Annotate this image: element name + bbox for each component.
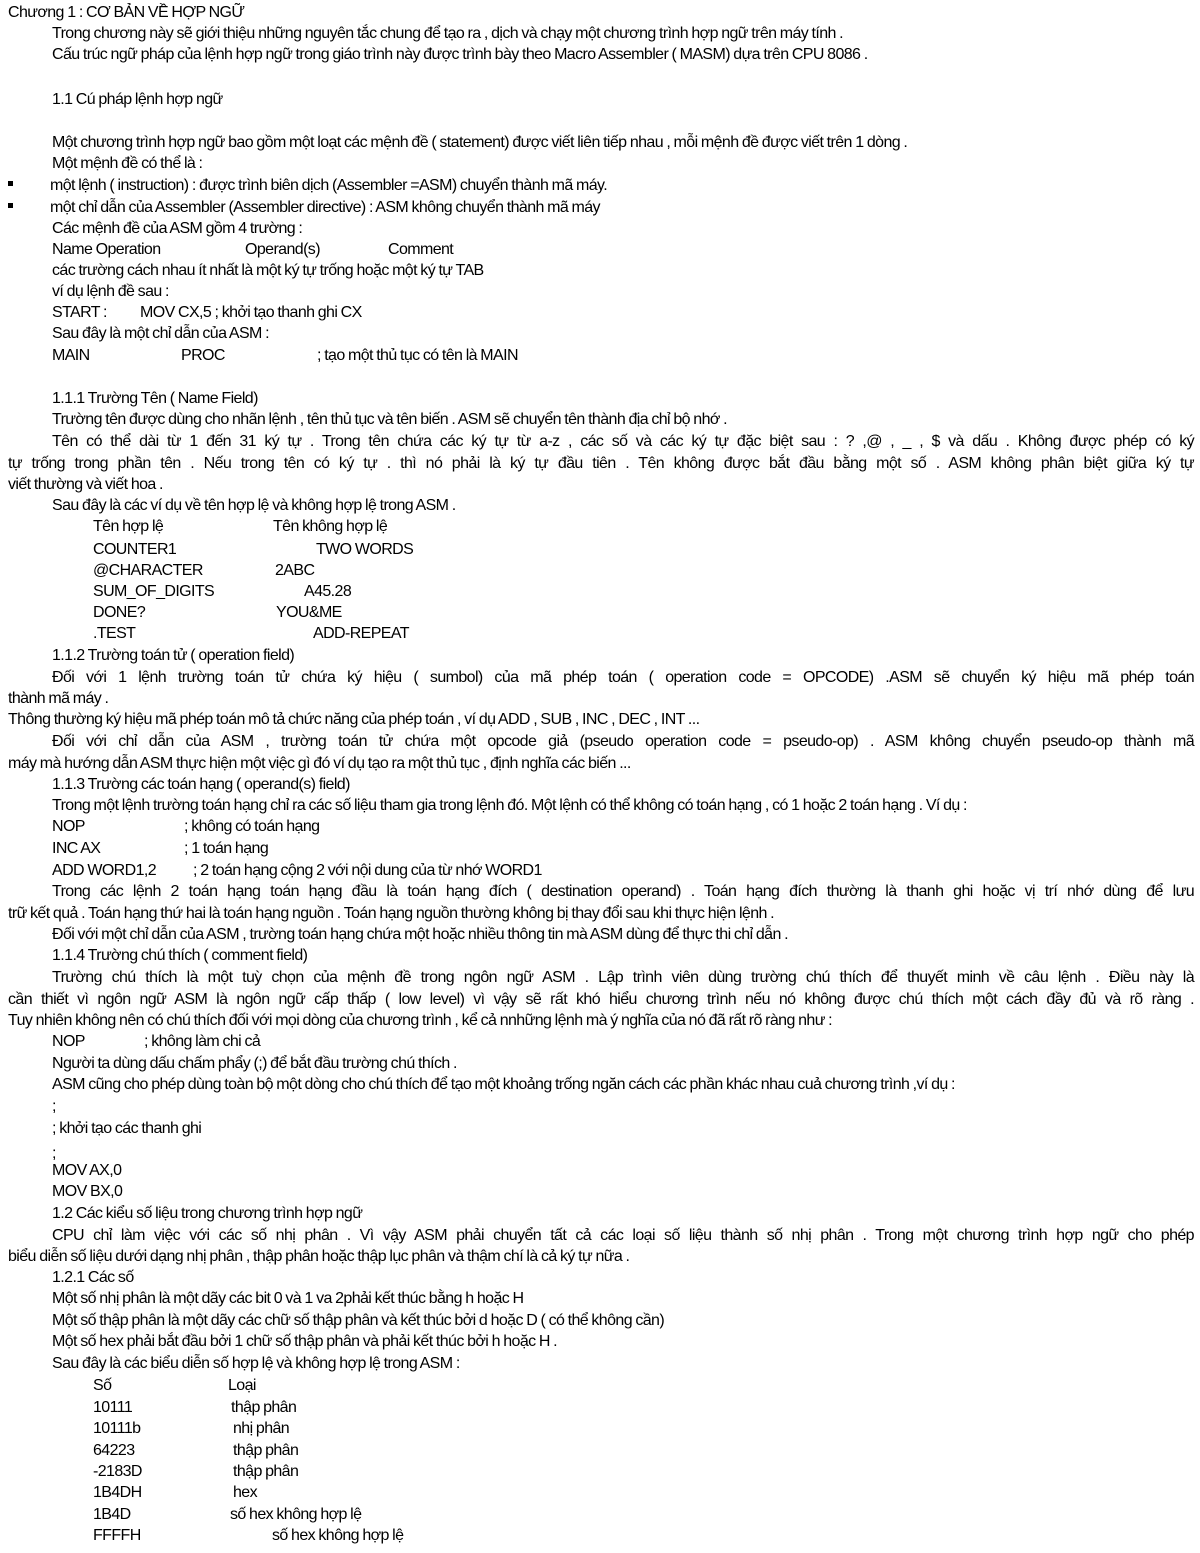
field-comment: Comment xyxy=(388,241,454,258)
paragraph: Người ta dùng dấu chấm phẩy (;) để bắt đầu trường chú thích . xyxy=(52,1055,457,1072)
table-cell: -2183D xyxy=(93,1463,142,1480)
paragraph: Đối với một chỉ dẫn của ASM , trường toán hạng chứa một hoặc nhiều thông tin mà ASM dùng để thực thi chỉ dẫn . xyxy=(52,926,788,943)
table-header: Loại xyxy=(228,1377,256,1394)
code-instruction: NOP xyxy=(52,818,85,835)
table-cell: hex xyxy=(233,1484,257,1501)
field-operands: Operand(s) xyxy=(245,241,320,258)
table-cell: nhị phân xyxy=(233,1420,290,1437)
intro-line-2: Cấu trúc ngữ pháp của lệnh hợp ngữ trong giáo trình này được trình bày theo Macro Assembler ( MASM) dựa trên CPU 8086 . xyxy=(52,46,868,63)
section-1-1-2-heading: 1.1.2 Trường toán tử ( operation field) xyxy=(52,647,295,664)
table-cell: số hex không hợp lệ xyxy=(272,1527,404,1544)
table-cell: 10111b xyxy=(93,1420,141,1437)
code-line: ; xyxy=(52,1145,56,1162)
table-cell: SUM_OF_DIGITS xyxy=(93,583,215,600)
table-cell: thập phân xyxy=(233,1442,299,1459)
table-cell: 2ABC xyxy=(275,562,315,579)
bullet-marker xyxy=(8,203,13,208)
code-name: MAIN xyxy=(52,347,90,364)
paragraph: Sau đây là các biểu diễn số hợp lệ và không hợp lệ trong ASM : xyxy=(52,1355,460,1372)
code-instruction: NOP xyxy=(52,1033,85,1050)
table-cell: COUNTER1 xyxy=(93,541,177,558)
code-label: START : xyxy=(52,304,107,321)
table-cell: 1B4DH xyxy=(93,1484,142,1501)
paragraph: Tên có thể dài từ 1 đến 31 ký tự . Trong tên chứa các ký tự từ a-z , các số và các ký tự đặc biệt sau : ? ,@ , _ , $ và dấu . Không được phép có ký xyxy=(52,433,1194,450)
paragraph: Các mệnh đề của ASM gồm 4 trường : xyxy=(52,220,303,237)
code-line: ; khởi tạo các thanh ghi xyxy=(52,1120,202,1137)
paragraph: cần thiết vì ngôn ngữ ASM là ngôn ngữ cấp thấp ( low level) vì vậy sẽ rất khó hiểu chương trình nếu nó không được chú thích một cách đầy đủ và rõ ràng . xyxy=(8,991,1194,1008)
paragraph: Trong một lệnh trường toán hạng chỉ ra các số liệu tham gia trong lệnh đó. Một lệnh có thể không có toán hạng , có 1 hoặc 2 toán hạng . Ví dụ : xyxy=(52,797,967,814)
table-cell: .TEST xyxy=(93,625,136,642)
table-header: Tên không hợp lệ xyxy=(273,518,388,535)
section-1-1-1-heading: 1.1.1 Trường Tên ( Name Field) xyxy=(52,390,258,407)
table-cell: ADD-REPEAT xyxy=(313,625,409,642)
code-instruction: INC AX xyxy=(52,840,101,857)
code-comment: ; không có toán hạng xyxy=(184,818,320,835)
paragraph: Trường tên được dùng cho nhãn lệnh , tên thủ tục và tên biến . ASM sẽ chuyển tên thành địa chỉ bộ nhớ . xyxy=(52,411,727,428)
code-comment: ; tạo một thủ tục có tên là MAIN xyxy=(317,347,518,364)
code-instruction: ADD WORD1,2 xyxy=(52,862,157,879)
bullet-item: một lệnh ( instruction) : được trình biên dịch (Assembler =ASM) chuyển thành mã máy. xyxy=(50,177,608,194)
code-line: MOV AX,0 xyxy=(52,1162,122,1179)
bullet-item: một chỉ dẫn của Assembler (Assembler directive) : ASM không chuyển thành mã máy xyxy=(50,199,600,216)
bullet-marker xyxy=(8,181,13,186)
code-instruction: MOV CX,5 ; khởi tạo thanh ghi CX xyxy=(140,304,362,321)
table-header: Tên hợp lệ xyxy=(93,518,164,535)
table-cell: A45.28 xyxy=(304,583,352,600)
paragraph: Tuy nhiên không nên có chú thích đối với mọi dòng của chương trình , kể cả nnhững lệnh mà ý nghĩa của nó đã rất rõ ràng như : xyxy=(8,1012,833,1029)
paragraph: CPU chỉ làm việc với các số nhị phân . Vì vậy ASM phải chuyển tất cả các loại số liệu thành số nhị phân . Trong một chương trình hợp ngữ cho phép xyxy=(52,1227,1194,1244)
section-1-2-1-heading: 1.2.1 Các số xyxy=(52,1269,134,1286)
paragraph: tự trống trong phần tên . Nếu trong tên có ký tự . thì nó phải là ký tự đầu tiên . Tên không được bắt đầu bằng một số . ASM không phân biệt giữa ký tự xyxy=(8,455,1194,472)
paragraph: biểu diễn số liệu dưới dạng nhị phân , thập phân hoặc thập lục phân và thậm chí là cả ký tự nữa . xyxy=(8,1248,630,1265)
paragraph: Một mệnh đề có thể là : xyxy=(52,155,203,172)
intro-line-1: Trong chương này sẽ giới thiệu những nguyên tắc chung để tạo ra , dịch và chạy một chương trình hợp ngữ trên máy tính . xyxy=(52,25,844,42)
table-cell: số hex không hợp lệ xyxy=(230,1506,362,1523)
paragraph: viết thường và viết hoa . xyxy=(8,476,163,493)
paragraph: máy mà hướng dẫn ASM thực hiện một việc gì đó ví dụ tạo ra một thủ tục , định nghĩa các biến ... xyxy=(8,755,631,772)
code-comment: ; 2 toán hạng cộng 2 với nội dung của từ nhớ WORD1 xyxy=(193,862,542,879)
code-operation: PROC xyxy=(181,347,225,364)
table-cell: 10111 xyxy=(93,1399,133,1416)
paragraph: ASM cũng cho phép dùng toàn bộ một dòng cho chú thích để tạo một khoảng trống ngăn cách các phần khác nhau cuả chương trình ,ví dụ : xyxy=(52,1076,955,1093)
paragraph: Trường chú thích là một tuỳ chọn của mệnh đề trong ngôn ngữ ASM . Lập trình viên dùng trường chú thích để thuyết minh về câu lệnh . Điều này là xyxy=(52,969,1194,986)
code-comment: ; 1 toán hạng xyxy=(184,840,269,857)
paragraph: Đối với chỉ dẫn của ASM , trường toán tử chứa một opcode giả (pseudo operation code = pseudo-op) . ASM không chuyển pseudo-op thành mã xyxy=(52,733,1194,750)
code-line: MOV BX,0 xyxy=(52,1183,123,1200)
table-cell: TWO WORDS xyxy=(316,541,414,558)
section-1-1-4-heading: 1.1.4 Trường chú thích ( comment field) xyxy=(52,947,308,964)
code-comment: ; không làm chi cả xyxy=(144,1033,261,1050)
paragraph: Đối với 1 lệnh trường toán tử chứa ký hiệu ( sumbol) của mã phép toán ( operation code = OPCODE) .ASM sẽ chuyển ký hiệu mã phép toán xyxy=(52,669,1194,686)
paragraph: Thông thường ký hiệu mã phép toán mô tả chức năng của phép toán , ví dụ ADD , SUB , INC , DEC , INT ... xyxy=(8,711,700,728)
table-cell: @CHARACTER xyxy=(93,562,203,579)
table-header: Số xyxy=(93,1377,112,1394)
table-cell: 1B4D xyxy=(93,1506,131,1523)
paragraph: Trong các lệnh 2 toán hạng toán hạng đầu là toán hạng đích ( destination operand) . Toán hạng đích thường là thanh ghi hoặc vị trí nhớ dùng để lưu xyxy=(52,883,1194,900)
paragraph: Một số nhị phân là một dãy các bit 0 và 1 va 2phải kết thúc bằng h hoặc H xyxy=(52,1290,524,1307)
table-cell: YOU&ME xyxy=(276,604,342,621)
section-1-1-heading: 1.1 Cú pháp lệnh hợp ngữ xyxy=(52,91,223,108)
section-1-2-heading: 1.2 Các kiểu số liệu trong chương trình hợp ngữ xyxy=(52,1205,363,1222)
paragraph: Một số hex phải bắt đầu bởi 1 chữ số thập phân và phải kết thúc bởi h hoặc H . xyxy=(52,1333,558,1350)
field-name-operation: Name Operation xyxy=(52,241,161,258)
table-cell: DONE? xyxy=(93,604,146,621)
code-line: ; xyxy=(52,1098,56,1115)
section-1-1-3-heading: 1.1.3 Trường các toán hạng ( operand(s) field) xyxy=(52,776,350,793)
paragraph: Một số thập phân là một dãy các chữ số thập phân và kết thúc bởi d hoặc D ( có thể không cần) xyxy=(52,1312,665,1329)
table-cell: 64223 xyxy=(93,1442,135,1459)
chapter-title: Chương 1 : CƠ BẢN VỀ HỢP NGỮ xyxy=(8,4,245,21)
paragraph: các trường cách nhau ít nhất là một ký tự trống hoặc một ký tự TAB xyxy=(52,262,484,279)
table-cell: thập phân xyxy=(231,1399,297,1416)
paragraph: Sau đây là các ví dụ về tên hợp lệ và không hợp lệ trong ASM . xyxy=(52,497,456,514)
paragraph: trữ kết quả . Toán hạng thứ hai là toán hạng nguồn . Toán hạng nguồn thường không bị thay đổi sau khi thực hiện lệnh . xyxy=(8,905,775,922)
paragraph: Một chương trình hợp ngữ bao gồm một loạt các mệnh đề ( statement) được viết liên tiếp nhau , mỗi mệnh đề được viết trên 1 dòng . xyxy=(52,134,908,151)
table-cell: FFFFH xyxy=(93,1527,141,1544)
table-cell: thập phân xyxy=(233,1463,299,1480)
paragraph: Sau đây là một chỉ dẫn của ASM : xyxy=(52,325,269,342)
paragraph: ví dụ lệnh đề sau : xyxy=(52,283,169,300)
paragraph: thành mã máy . xyxy=(8,690,109,707)
